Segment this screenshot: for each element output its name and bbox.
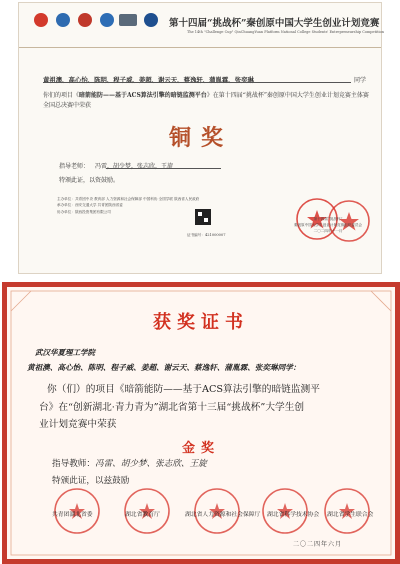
logo-icon bbox=[100, 13, 114, 27]
organizer-line: 协办单位：陕西投资集团有限公司 bbox=[57, 209, 111, 214]
logo-icon bbox=[144, 13, 158, 27]
issuer-name: 湖北省科学技术协会 bbox=[267, 512, 320, 518]
gold-certificate bbox=[2, 282, 400, 564]
bronze-certificate bbox=[18, 2, 385, 274]
certificate-title: 获奖证书 bbox=[153, 312, 249, 333]
issuer-name: 共青团湖北省委 bbox=[52, 512, 93, 518]
body-line: 台》在“创新湖北·青力青为”湖北省第十三届“挑战杯”大学生创 bbox=[39, 401, 305, 413]
advisors-underline bbox=[106, 168, 221, 169]
award-body-text bbox=[43, 91, 373, 111]
competition-subtitle: The 14th "Challenge Cup" QinChuangYuan Platform National College Students' Entrepreneurship Competition bbox=[187, 30, 385, 34]
advisors-row bbox=[52, 457, 207, 469]
issuer-line: 秦创原中国大学生创业计划竞赛组织委员会 bbox=[293, 223, 363, 227]
issuer-name: 湖北省人力资源和社会保障厅 bbox=[185, 512, 261, 518]
issuer-name: 湖北省学生联合会 bbox=[327, 512, 374, 518]
issue-date: 二〇二四年六月 bbox=[293, 541, 343, 548]
recipient-names: 黄祖澳、高心怡、陈明、程子威、姜超、谢云天、蔡逸轩、蒲胤霖、张奕琳同学： bbox=[27, 363, 301, 372]
issue-date: 二〇二四年十一月 bbox=[313, 229, 343, 233]
logo-icon bbox=[78, 13, 92, 27]
advisors-label: 指导教师： bbox=[52, 459, 95, 469]
body-line: 你（们）的项目《暗箭能防——基于ACS算法引擎的暗链监测平 bbox=[47, 384, 320, 395]
body-prefix: 你们的项目《 bbox=[43, 92, 80, 99]
logo-icon bbox=[119, 14, 137, 26]
recipient-names: 黄祖澳、高心怡、陈明、程子威、姜超、谢云天、蔡逸轩、蒲胤霖、张奕琳 bbox=[43, 76, 254, 84]
special-note: 特颁此证，以资鼓励。 bbox=[59, 177, 120, 184]
advisors-label: 指导老师： bbox=[59, 163, 90, 170]
certificate-number: 证书编号：421000007 bbox=[187, 233, 226, 237]
organizer-logos bbox=[31, 7, 171, 47]
qr-code bbox=[195, 209, 211, 225]
body-suffix: 》在第十四届“挑战杯”秦创原中国大学生创业计划竞赛主体赛全国总决赛中荣获 bbox=[43, 92, 369, 109]
special-note: 特颁此证，以兹鼓励 bbox=[52, 476, 130, 486]
logo-icon bbox=[34, 13, 48, 27]
organizer-line: 主办单位：共青团中央 教育部 人力资源和社会保障部 中国科协 全国学联 陕西省人民政府 bbox=[57, 197, 200, 201]
award-level: 铜奖 bbox=[168, 125, 233, 151]
body-line: 业计划竞赛中荣获 bbox=[39, 419, 117, 430]
award-body-text bbox=[39, 381, 391, 434]
header-divider bbox=[19, 47, 381, 48]
advisors-names: 冯雷、胡少梦、张志欣、王旋 bbox=[94, 459, 207, 469]
organizer-line: 承办单位：西安交通大学 共青团陕西省委 bbox=[57, 203, 123, 208]
project-title: 暗箭能防——基于ACS算法引擎的暗链监测平台 bbox=[79, 92, 207, 99]
classmate-suffix: 同学 bbox=[354, 77, 367, 84]
issuer-name: 湖北省教育厅 bbox=[125, 512, 160, 518]
logo-icon bbox=[56, 13, 70, 27]
names-underline bbox=[43, 82, 351, 83]
certificate-header bbox=[19, 3, 385, 49]
advisors-names: 冯雷，胡少梦，张志欣，王旋 bbox=[95, 163, 174, 170]
award-level: 金奖 bbox=[181, 441, 220, 456]
competition-title: 第十四届“挑战杯”秦创原中国大学生创业计划竞赛 bbox=[169, 18, 380, 29]
issuer-block bbox=[273, 216, 383, 234]
issuer-line: 第十四届“挑战杯” bbox=[313, 217, 343, 221]
certificate-paper bbox=[7, 287, 395, 559]
school-name: 武汉华夏理工学院 bbox=[35, 348, 95, 357]
